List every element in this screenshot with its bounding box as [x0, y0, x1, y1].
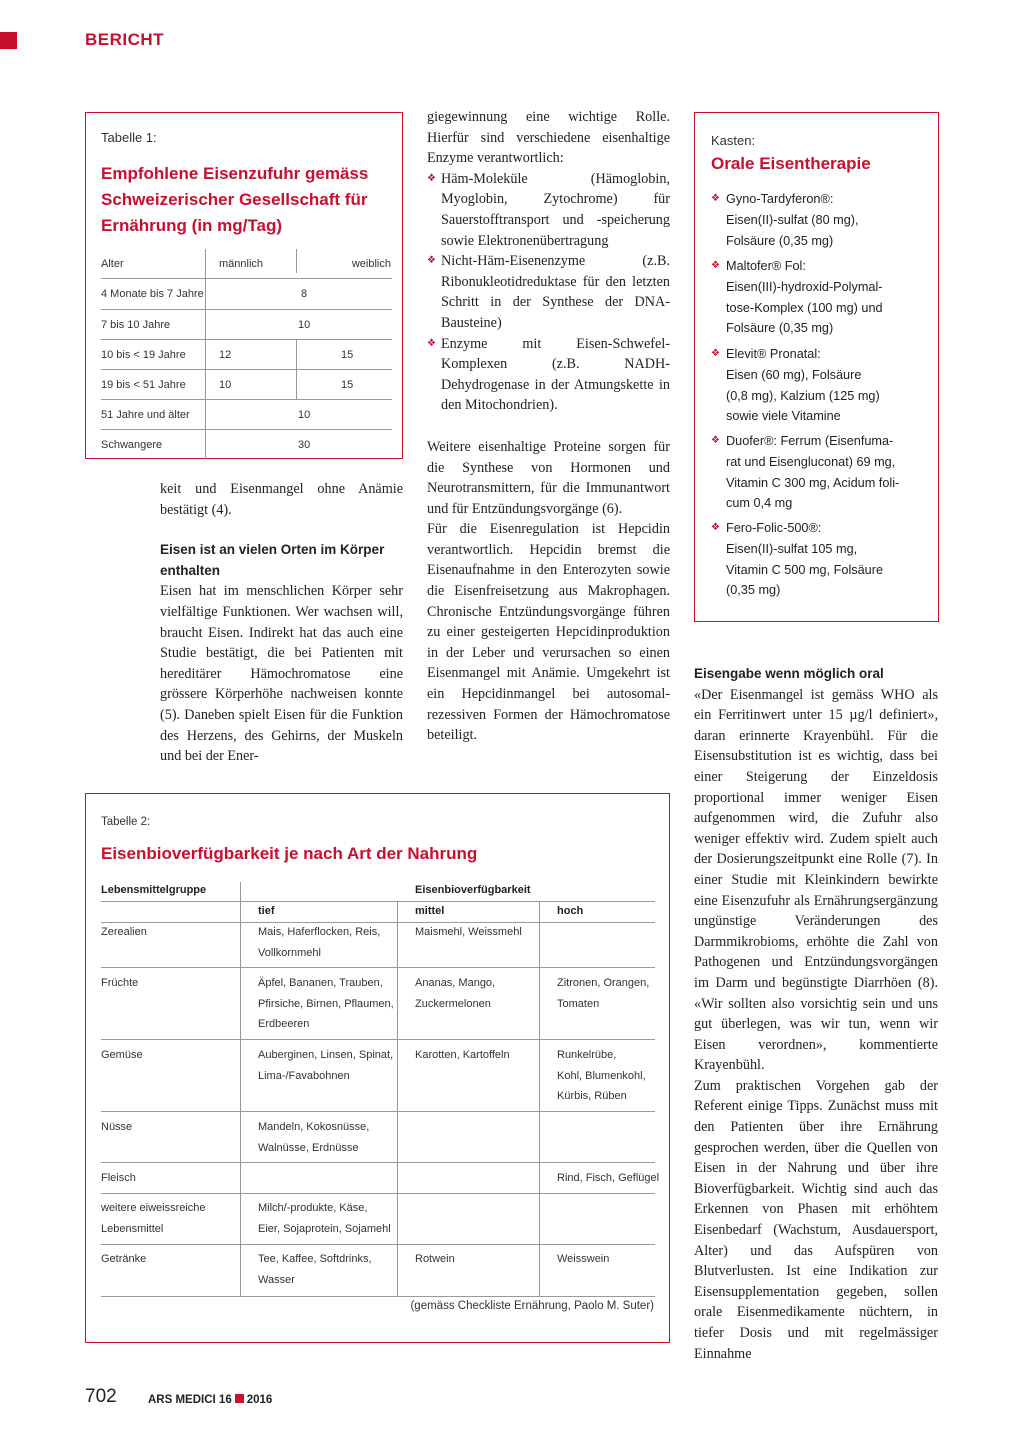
article-column-3 [694, 664, 938, 1364]
list-item: ❖ Nicht-Häm-Eisenenzyme (z.B. Ribonukleotidreduktase für den letzten Schritt in der Synthese der DNA-Bausteine) [427, 253, 670, 331]
paragraph: Zum praktischen Vorgehen gab der Referent einige Tipps. Zunächst muss mit den Patienten über ihre Ernährung gesprochen werden, über die Quellen von Eisen in der Nahrung und über ihre Bioverfügbarkeit. Wichtig sind auch das Erkennen von Phasen mit erhöhtem Eisenbedarf (Wachstum, Ausdauersport, Alter) und das Aufspüren von Blutverlusten. Ist eine Indikation zur Eisensupplementation gegeben, sollen orale Eisenmedikamente nüchtern, in tiefer Dosis und mit regelmässiger Einnahme [694, 1077, 938, 1362]
diamond-bullet-icon: ❖ [427, 337, 436, 349]
subheading: Eisengabe wenn möglich oral [694, 666, 884, 681]
diamond-bullet-icon: ❖ [711, 348, 720, 359]
table-cell: Rind, Fisch, Geflügel [557, 1172, 660, 1184]
list-item: ❖ Maltofer® Fol: Eisen(III)-hydroxid-Polymal- tose-Komplex (100 mg) und Folsäure (0,35 mg) [711, 256, 926, 339]
table-2-source: (gemäss Checkliste Ernährung, Paolo M. Suter) [410, 1300, 654, 1312]
list-item: ❖ Enzyme mit Eisen-Schwefel-Komplexen (z.B. NADH-Dehydrogenase in der Atmungskette in den Mitochondrien). [427, 335, 670, 414]
table-cell: Nüsse [101, 1121, 133, 1133]
paragraph: giegewinnung eine wichtige Rolle. Hierfür sind verschiedene eisenhaltige Enzyme verantwortlich: [427, 109, 670, 167]
table-cell: Auberginen, Linsen, Spinat, Lima-/Favabohnen [258, 1049, 394, 1082]
table-cell: weitere eiweissreiche Lebensmittel [101, 1202, 206, 1235]
col-header-high: hoch [557, 905, 584, 917]
table-cell: Maismehl, Weissmehl [415, 926, 522, 938]
table-1-label: Tabelle 1: [101, 130, 157, 145]
table-cell: Äpfel, Bananen, Trauben, Pfirsiche, Birnen, Pflaumen, Erdbeeren [258, 977, 394, 1030]
header-marker [0, 32, 17, 49]
table-cell: Ananas, Mango, Zuckermelonen [415, 977, 496, 1010]
table-cell: Milch/-produkte, Käse, Eier, Sojaprotein, Sojamehl [258, 1202, 391, 1235]
page-number: 702 [85, 1386, 117, 1407]
table-2 [85, 793, 670, 1343]
table-2-label: Tabelle 2: [101, 816, 151, 828]
paragraph: Für die Eisenregulation ist Hepcidin verantwortlich. Hepcidin bremst die Eisenaufnahme in den Enterozyten sowie die Eisenfreisetzung aus Makrophagen. Chronische Entzündungsvorgänge führen zu einer gesteigerten Hepcidinproduktion in der Leber und verursachen so einen Eisenmangel mit Anämie. Umgekehrt ist ein Hepcidinmangel bei autosomal-rezessiven Formen der Hämochromatose beteiligt. [427, 521, 670, 744]
col-header-medium: mittel [415, 905, 445, 917]
col-header-low: tief [258, 905, 275, 917]
diamond-bullet-icon: ❖ [427, 255, 436, 267]
table-cell: Runkelrübe, Kohl, Blumenkohl, Kürbis, Rüben [557, 1049, 646, 1102]
table-row: 19 bis < 51 Jahre 10 15 [101, 379, 354, 391]
table-2-title: Eisenbioverfügbarkeit je nach Art der Nahrung [101, 844, 478, 863]
table-cell: Mais, Haferflocken, Reis, Vollkornmehl [258, 926, 381, 959]
table-row: 4 Monate bis 7 Jahre 8 [101, 288, 308, 300]
diamond-bullet-icon: ❖ [711, 435, 720, 446]
list-item: ❖ Fero-Folic-500®: Eisen(II)-sulfat 105 mg, Vitamin C 500 mg, Folsäure (0,35 mg) [711, 518, 926, 601]
journal-separator [235, 1394, 244, 1403]
info-box-label: Kasten: [711, 133, 756, 148]
diamond-bullet-icon: ❖ [711, 522, 720, 533]
table-cell: Früchte [101, 977, 139, 989]
table-cell: Mandeln, Kokosnüsse, Walnüsse, Erdnüsse [258, 1121, 370, 1154]
list-item: ❖ Elevit® Pronatal: Eisen (60 mg), Folsäure (0,8 mg), Kalzium (125 mg) sowie viele Vitamine [711, 344, 926, 427]
table-cell: Tee, Kaffee, Softdrinks, Wasser [258, 1253, 372, 1286]
col-header-bioavailability: Eisenbioverfügbarkeit [415, 884, 531, 896]
col-header-male: männlich [219, 258, 264, 270]
list-item: ❖ Duofer®: Ferrum (Eisenfuma- rat und Eisengluconat) 69 mg, Vitamin C 300 mg, Acidum foli- cum 0,4 mg [711, 431, 926, 514]
table-cell: Gemüse [101, 1049, 143, 1061]
list-item: ❖ Häm-Moleküle (Hämoglobin, Myoglobin, Zytochrome) für Sauerstofftransport und -speicherung sowie Elektronenübertragung [427, 170, 670, 249]
paragraph: keit und Eisenmangel ohne Anämie bestätigt (4). [160, 481, 403, 518]
article-column-1 [160, 479, 403, 767]
info-box [694, 112, 939, 622]
table-row: 7 bis 10 Jahre 10 [101, 319, 311, 331]
table-row: 10 bis < 19 Jahre 12 15 [101, 349, 354, 361]
table-1-title: Empfohlene Eisenzufuhr gemäss Schweizerischer Gesellschaft für Ernährung (in mg/Tag) [101, 164, 369, 235]
diamond-bullet-icon: ❖ [711, 193, 720, 204]
paragraph: Weitere eisenhaltige Proteine sorgen für die Synthese von Hormonen und Neurotransmittern, für die Immunantwort und für Entzündungsvorgänge (6). [427, 438, 670, 517]
table-cell: Weisswein [557, 1253, 610, 1265]
diamond-bullet-icon: ❖ [427, 172, 436, 184]
list-item: ❖ Gyno-Tardyferon®: Eisen(II)-sulfat (80 mg), Folsäure (0,35 mg) [711, 189, 926, 251]
table-row: Schwangere 30 [101, 439, 311, 451]
article-column-2 [427, 107, 670, 746]
table-cell: Rotwein [415, 1253, 455, 1265]
table-1 [85, 112, 403, 459]
col-header-female: weiblich [351, 258, 391, 270]
table-cell: Getränke [101, 1253, 147, 1265]
info-box-title: Orale Eisentherapie [711, 154, 871, 173]
table-cell: Karotten, Kartoffeln [415, 1049, 510, 1061]
col-header-age: Alter [101, 258, 124, 270]
journal-info: ARS MEDICI 16 2016 [148, 1394, 273, 1406]
paragraph: Eisen hat im menschlichen Körper sehr vielfältige Funktionen. Wer wachsen will, braucht Eisen. Indirekt hat das auch eine Studie bestätigt, die bei Patienten mit hereditärer Hämochromatose eine grössere Körperhöhe nachweisen konnte (5). Daneben spielt Eisen für die Funktion des Herzens, des Gehirns, der Muskeln und bei der Ener- [160, 583, 403, 765]
table-cell: Zitronen, Orangen, Tomaten [557, 977, 650, 1010]
col-header-group: Lebensmittelgruppe [101, 884, 207, 896]
table-cell: Zerealien [101, 926, 147, 938]
paragraph: «Der Eisenmangel ist gemäss WHO als ein Ferritinwert unter 15 µg/l definiert», daran erinnerte Krayenbühl. Für die Eisensubstitution ist es wichtig, dass bei einer Steigerung der Einzeldosis proportional immer weniger Eisen aufgenommen wird, die Zufuhr also weniger effektiv wird. Zudem spielt auch der Dosierungszeitpunkt eine Rolle (7). In einer Studie mit Kleinkindern bewirkte eine Eisenzufuhr als Ernährungsergänzung ungünstige Veränderungen des Darmmikrobioms, erhöhte die Zahl von Pathogenen und Entzündungsvorgängen im Darm und begünstigte Diarrhöen (8). «Wir sollten also vorsichtig sein und uns gut überlegen, was wir tun, wenn wir Eisen verordnen», kommentierte Krayenbühl. [694, 686, 938, 1074]
subheading: Eisen ist an vielen Orten im Körper enthalten [160, 542, 385, 578]
table-cell: Fleisch [101, 1172, 136, 1184]
table-row: 51 Jahre und älter 10 [101, 409, 311, 421]
section-title: BERICHT [85, 30, 165, 49]
table-1-header [101, 249, 391, 279]
diamond-bullet-icon: ❖ [711, 260, 720, 271]
